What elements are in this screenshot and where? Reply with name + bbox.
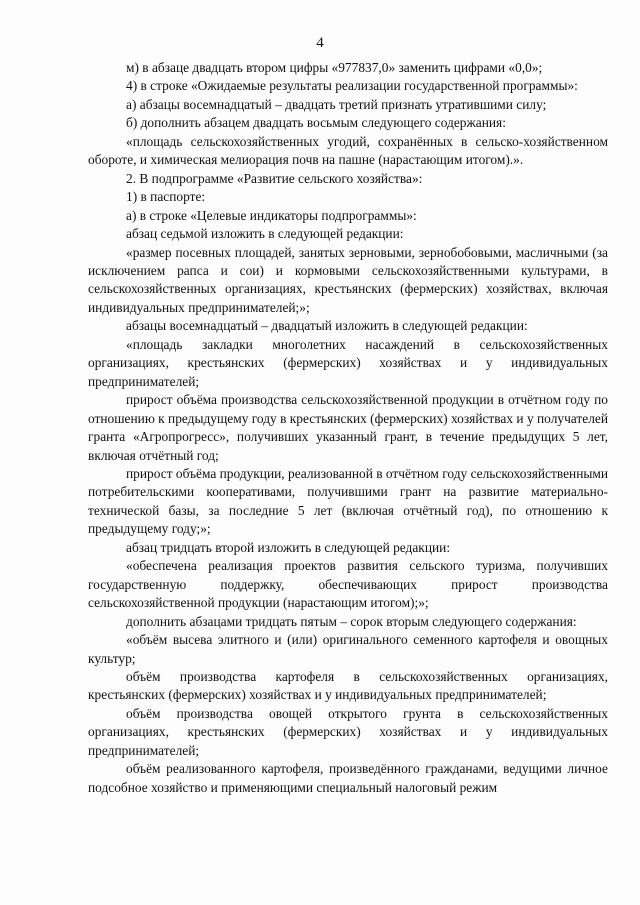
paragraph: м) в абзаце двадцать втором цифры «977837,0» заменить цифрами «0,0»; [126, 60, 543, 75]
page-number: 4 [316, 35, 324, 51]
paragraph: абзац тридцать второй изложить в следующей редакции: [126, 539, 451, 555]
paragraph: объём реализованного картофеля, произведённого гражданами, ведущими личное подсобное хозяйство и применяющими специальный налоговый режим [88, 761, 608, 795]
paragraph: «объём высева элитного и (или) оригинального семенного картофеля и овощных культур; [88, 632, 608, 666]
paragraph: а) абзацы восемнадцатый – двадцать третий признать утратившими силу; [126, 96, 547, 112]
paragraph: б) дополнить абзацем двадцать восьмым следующего содержания: [126, 115, 506, 131]
paragraph: прирост объёма производства сельскохозяйственной продукции в отчётном году по отношению к предыдущему году в крестьянских (фермерских) хозяйствах и у получателей гранта «Агропрогресс», получивших указанный грант, в течение предыдущих 5 лет, включая отчётный год; [88, 392, 608, 463]
paragraph: 4) в строке «Ожидаемые результаты реализации государственной программы»: [126, 78, 578, 94]
paragraph: объём производства овощей открытого грунта в сельскохозяйственных организациях, крестьянских (фермерских) хозяйствах и у индивидуальных предпринимателей; [88, 705, 608, 758]
section-heading: 2. В подпрограмме «Развитие сельского хозяйства»: [126, 170, 423, 186]
paragraph: «площадь сельскохозяйственных угодий, сохранённых в сельско-хозяйственном обороте, и химическая мелиорация почв на пашне (нарастающим итогом).». [88, 133, 608, 168]
paragraph: абзацы восемнадцатый – двадцатый изложить в следующей редакции: [126, 318, 528, 334]
paragraph: «размер посевных площадей, занятых зерновыми, зернобобовыми, масличными (за исключением рапса и сои) и кормовыми сельскохозяйственными культурами, в сельскохозяйственных организациях, крестьянских (фермерских) хозяйствах, включая индивидуальных предпринимателей;»; [88, 244, 608, 315]
paragraph: а) в строке «Целевые индикаторы подпрограммы»: [126, 207, 417, 223]
paragraph: объём производства картофеля в сельскохозяйственных организациях, крестьянских (фермерских) хозяйствах и у индивидуальных предпринимателей; [88, 668, 608, 703]
paragraph: «площадь закладки многолетних насаждений в сельскохозяйственных организациях, крестьянских (фермерских) хозяйствах и у индивидуальных предпринимателей; [88, 336, 608, 389]
paragraph: прирост объёма продукции, реализованной в отчётном году сельскохозяйственными потребительскими кооперативами, получившими грант на развитие материально-технической базы, за последние 5 лет (включая отчётный год), по отношению к предыдущему году;»; [88, 465, 608, 537]
paragraph: «обеспечена реализация проектов развития сельского туризма, получивших государственную поддержку, обеспечивающих прирост производства сельскохозяйственной продукции (нарастающим итогом);»; [88, 558, 608, 611]
document-body [88, 59, 608, 797]
paragraph: дополнить абзацами тридцать пятым – сорок вторым следующего содержания: [126, 613, 577, 629]
paragraph: абзац седьмой изложить в следующей редакции: [126, 226, 404, 242]
paragraph: 1) в паспорте: [126, 189, 206, 205]
